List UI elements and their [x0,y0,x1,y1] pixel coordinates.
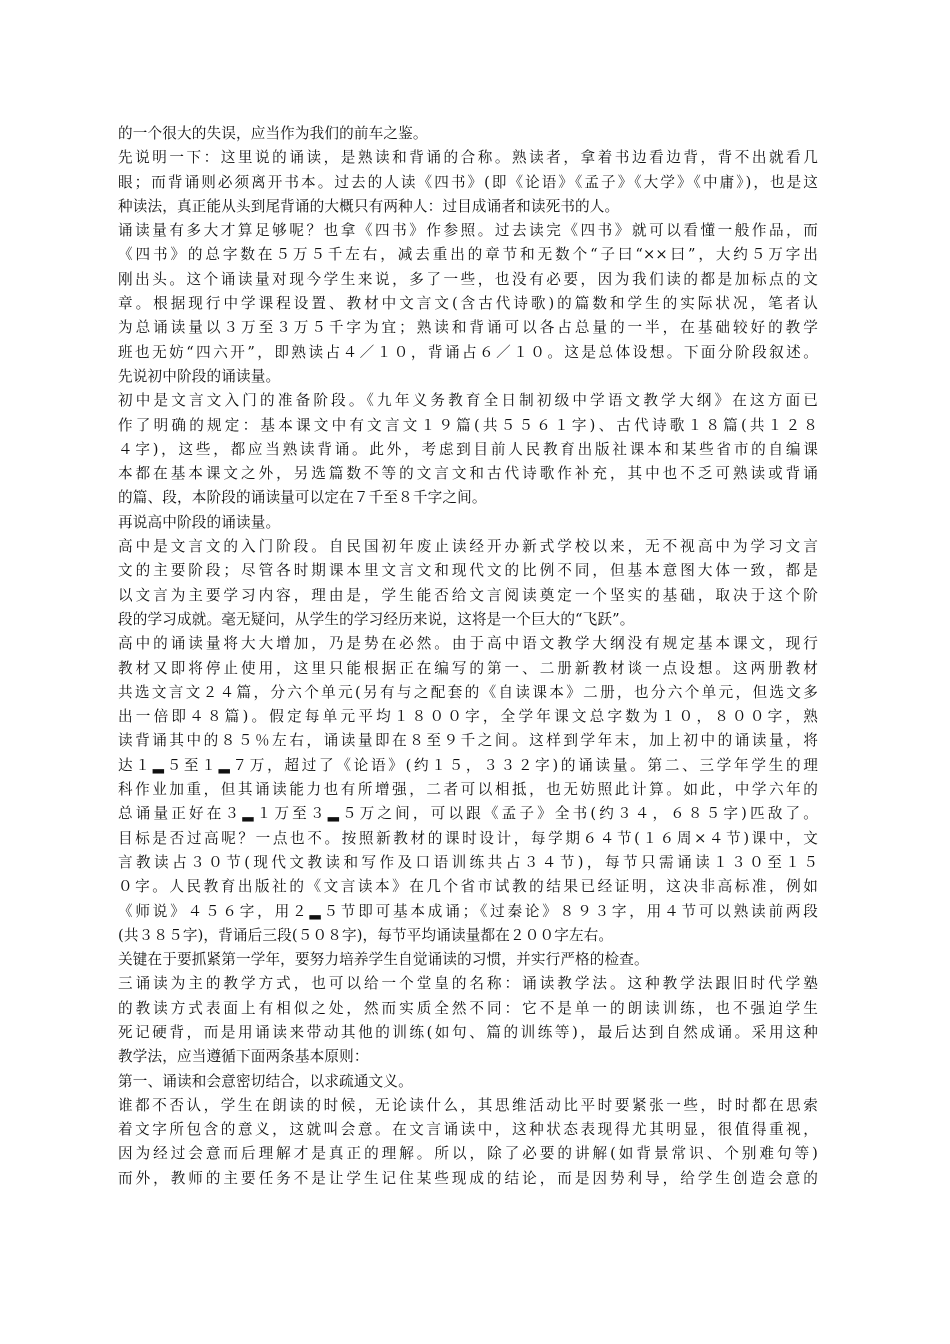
text-line: 教学法，应当遵循下面两条基本原则： [118,1048,369,1066]
text-line: 言教读占３０节(现代文教读和写作及口语训练共占３４节)，每节只需诵读１３０至１５ [118,853,818,871]
text-line: 文的主要阶段；尽管各时期课本里文言文和现代文的比例不同，但基本意图大体一致，都是 [118,562,818,580]
text-line: ４字)，这些，都应当熟读背诵。此外，考虑到目前人民教育出版社课本和某些省市的自编课 [118,440,818,458]
text-line: 而外，教师的主要任务不是让学生记住某些现成的结论，而是因势利导，给学生创造会意的 [118,1169,818,1187]
text-line: 第一、诵读和会意密切结合，以求疏通文义。 [118,1072,413,1090]
text-line: 先说明一下：这里说的诵读，是熟读和背诵的合称。熟读者，拿着书边看边背，背不出就看几 [118,149,818,167]
text-line: 诵读量有多大才算足够呢？也拿《四书》作参照。过去读完《四书》就可以看懂一般作品，而 [118,222,818,240]
text-line: 科作业加重，但其诵读能力也有所增强，二者可以相抵，也无妨照此计算。如此，中学六年的 [118,781,818,799]
text-line: 教材又即将停止使用，这里只能根据正在编写的第一、二册新教材谈一点设想。这两册教材 [118,659,818,677]
text-line: 刚出头。这个诵读量对现今学生来说，多了一些，也没有必要，因为我们读的都是加标点的文 [118,270,818,288]
text-line: 作了明确的规定：基本课文中有文言文１９篇(共５５６１字)、古代诗歌１８篇(共１２８ [118,416,818,434]
text-line: 的教读方式表面上有相似之处，然而实质全然不同：它不是单一的朗读训练，也不强迫学生 [118,999,818,1017]
text-line: 《四书》的总字数在５万５千左右，减去重出的章节和无数个“子曰“××曰”，大约５万字出 [118,246,818,264]
text-line: 的篇、段，本阶段的诵读量可以定在７千至８千字之间。 [118,489,487,507]
text-line: 《师说》４５６字，用２▂５节即可基本成诵；《过秦论》８９３字，用４节可以熟读前两段 [118,902,818,920]
text-line: 以文言为主要学习内容，理由是，学生能否给文言阅读奠定一个坚实的基础，取决于这个阶 [118,586,818,604]
text-line: 着文字所包含的意义，这就叫会意。在文言诵读中，这种状态表现得尤其明显，很值得重视， [118,1121,818,1139]
text-line: 达１▂５至１▂７万，超过了《论语》(约１５，３３２字)的诵读量。第二、三学年学生的理 [118,756,818,774]
text-line: 读背诵其中的８５％左右，诵读量即在８至９千之间。这样到学年末，加上初中的诵读量，将 [118,732,818,750]
text-line: 总诵量正好在３▂１万至３▂５万之间，可以跟《孟子》全书(约３４，６８５字)匹敌了。 [118,805,818,823]
text-line: 章。根据现行中学课程设置、教材中文言文(含古代诗歌)的篇数和学生的实际状况，笔者认 [118,295,818,313]
text-line: 段的学习成就。毫无疑问，从学生的学习经历来说，这将是一个巨大的“飞跃”。 [118,610,635,628]
text-line: ０字。人民教育出版社的《文言读本》在几个省市试教的结果已经证明，这决非高标准，例如 [118,878,818,896]
text-line: 班也无妨“四六开”，即熟读占４／１０，背诵占６／１０。这是总体设想。下面分阶段叙述。 [118,343,818,361]
text-line: 种读法，真正能从头到尾背诵的大概只有两种人：过目成诵者和读死书的人。 [118,197,620,215]
text-line: 的一个很大的失误，应当作为我们的前车之鉴。 [118,125,428,142]
text-line: 高中的诵读量将大大增加，乃是势在必然。由于高中语文教学大纲没有规定基本课文，现行 [118,635,818,653]
text-line: 死记硬背，而是用诵读来带动其他的训练(如句、篇的训练等)，最后达到自然成诵。采用这种 [118,1023,818,1041]
document-body [118,122,818,1191]
text-line: 共选文言文２４篇，分六个单元(另有与之配套的《自读课本》二册，也分六个单元，但选文多 [118,683,818,701]
text-line: (共３８５字)，背诵后三段(５０８字)，每节平均诵读量都在２００字左右。 [118,926,614,944]
text-line: 再说高中阶段的诵读量。 [118,513,281,531]
text-line: 目标是否过高呢？一点也不。按照新教材的课时设计，每学期６４节(１６周×４节)课中，文 [118,829,818,847]
text-line: 高中是文言文的入门阶段。自民国初年废止读经开办新式学校以来，无不视高中为学习文言 [118,538,818,556]
text-line: 关键在于要抓紧第一学年，要努力培养学生自觉诵读的习惯，并实行严格的检查。 [118,951,649,969]
text-line: 初中是文言文入门的准备阶段。《九年义务教育全日制初级中学语文教学大纲》在这方面已 [118,392,818,410]
text-line: 本都在基本课文之外，另选篇数不等的文言文和古代诗歌作补充，其中也不乏可熟读或背诵 [118,465,818,483]
text-line: 先说初中阶段的诵读量。 [118,367,281,385]
text-line: 眼；而背诵则必须离开书本。过去的人读《四书》(即《论语》《孟子》《大学》《中庸》)，也是这 [118,173,818,191]
text-line: 因为经过会意而后理解才是真正的理解。所以，除了必要的讲解(如背景常识、个别难句等) [118,1145,818,1163]
text-line: 谁都不否认，学生在朗读的时候，无论读什么，其思维活动比平时要紧张一些，时时都在思索 [118,1096,818,1114]
text-line: 出一倍即４８篇)。假定每单元平均１８００字，全学年课文总字数为１０，８００字，熟 [118,708,818,726]
text-line: 为总诵读量以３万至３万５千字为宜；熟读和背诵可以各占总量的一半，在基础较好的教学 [118,319,818,337]
text-line: 三诵读为主的教学方式，也可以给一个堂皇的名称：诵读教学法。这种教学法跟旧时代学塾 [118,975,818,993]
